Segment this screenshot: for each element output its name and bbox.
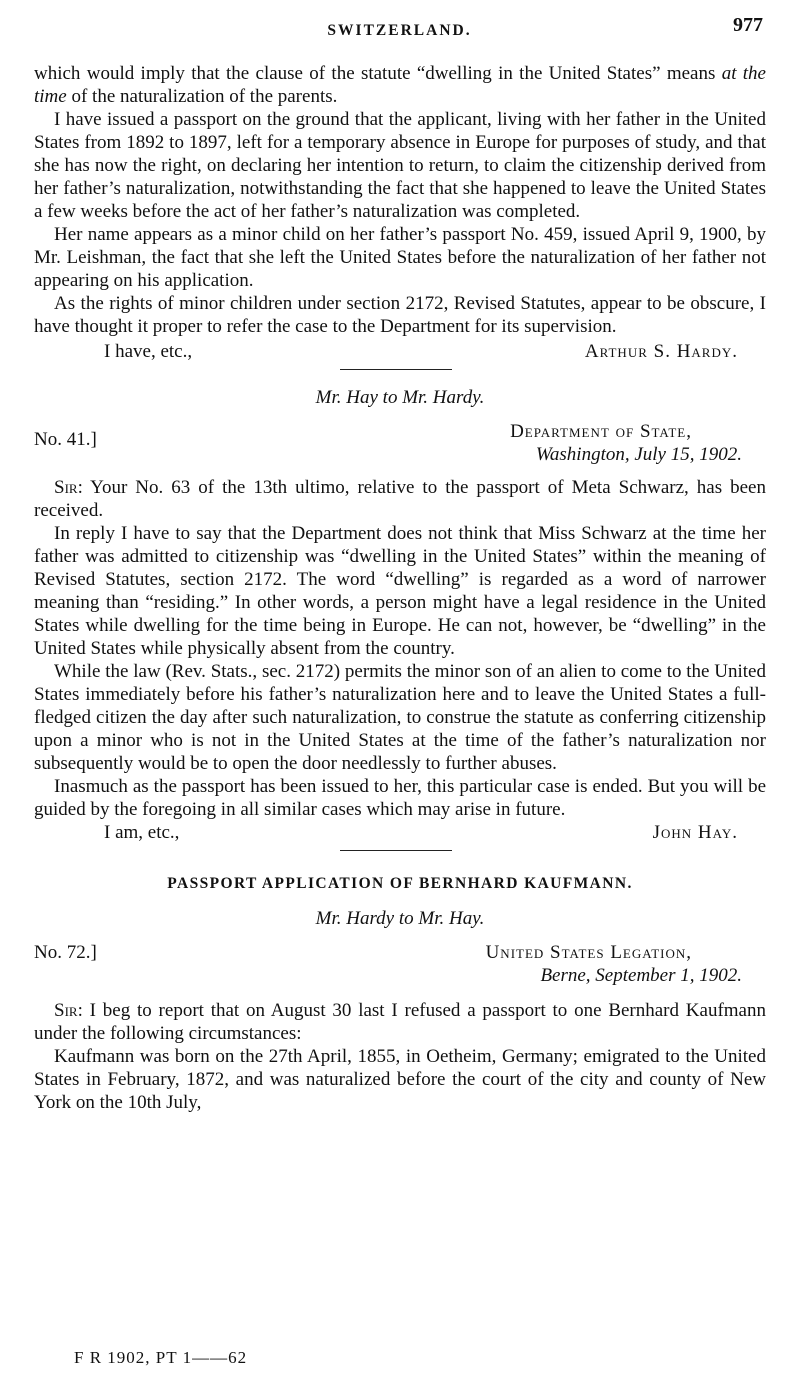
letter2-dispatch-line — [34, 420, 766, 466]
section-dispatch-line — [34, 941, 766, 987]
section-paragraph-1-text: I beg to report that on August 30 last I refused a passport to one Bernhard Kaufmann under the following circumstances: — [34, 1000, 766, 1044]
letter1-paragraph-4: As the rights of minor children under section 2172, Revised Statutes, appear to be obscure, I have thought it proper to refer the case to the Department for its supervision. — [34, 293, 766, 337]
letter2-number: No. 41.] — [34, 429, 97, 450]
section-paragraph-1 — [34, 999, 766, 1045]
letter1-signature: Arthur S. Hardy. — [584, 341, 738, 362]
page-body — [34, 62, 766, 1114]
section-letter-heading: Mr. Hardy to Mr. Hay. — [315, 908, 485, 929]
letter1-paragraph-1 — [34, 62, 766, 108]
letter2-paragraph-1-text: Your No. 63 of the 13th ultimo, relative to the passport of Meta Schwarz, has been received. — [34, 477, 766, 521]
running-head: SWITZERLAND. — [327, 22, 472, 39]
letter1-signoff — [34, 340, 766, 363]
letter2-sender-department: Department of State, — [510, 421, 692, 442]
section-salutation: Sir: — [54, 1000, 83, 1021]
signature-mark: F R 1902, PT 1——62 — [74, 1348, 248, 1367]
section-divider-rule — [340, 369, 452, 370]
section-sender-block — [486, 941, 766, 987]
letter1-paragraph-3: Her name appears as a minor child on her father’s passport No. 459, issued April 9, 1900, by Mr. Leishman, the fact that she left the United States before the naturalization of her father not appearing on his application. — [34, 224, 766, 291]
letter1-paragraph-2: I have issued a passport on the ground that the applicant, living with her father in the United States from 1892 to 1897, left for a temporary absence in Europe for purposes of study, and that she has now the right, on declaring her intention to return, to claim the citizenship derived from her father’s naturalization, notwithstanding the fact that she happened to leave the United States a few weeks before the act of her father’s naturalization was completed. — [34, 109, 766, 222]
letter1-paragraph-1-text-end: of the naturalization of the parents. — [66, 86, 338, 107]
section-divider-rule-2 — [340, 850, 452, 851]
letter1-paragraph-1-emphasis: at the time — [34, 63, 766, 107]
letter2-salutation: Sir: — [54, 477, 83, 498]
letter2-closing: I am, etc., — [104, 822, 180, 843]
section-sender-legation: United States Legation, — [485, 942, 692, 963]
page-header — [32, 12, 767, 52]
section-letter-number: No. 72.] — [34, 942, 97, 963]
letter1-paragraph-1-text: which would imply that the clause of the statute “dwelling in the United States” means — [34, 63, 722, 84]
page-number: 977 — [733, 14, 763, 36]
letter2-paragraph-1 — [34, 476, 766, 522]
letter2-signoff — [34, 821, 766, 844]
section-title: PASSPORT APPLICATION OF BERNHARD KAUFMANN. — [167, 875, 633, 892]
letter2-sender-block — [510, 420, 766, 466]
letter2-sender-place-date: Washington, July 15, 1902. — [535, 444, 742, 465]
letter2-signature: John Hay. — [652, 822, 738, 843]
letter2-heading: Mr. Hay to Mr. Hardy. — [315, 387, 485, 408]
letter2-paragraph-3: While the law (Rev. Stats., sec. 2172) permits the minor son of an alien to come to the United States immediately before his father’s naturalization here and to leave the United States a full-fledged citizen the day after such naturalization, to construe the statute as conferring citizenship upon a minor who is not in the United States at the time of the father’s naturalization nor subsequently would be to open the door needlessly to further abuses. — [34, 661, 766, 774]
letter2-paragraph-2: In reply I have to say that the Department does not think that Miss Schwarz at the time her father was admitted to citizenship was “dwelling in the United States” within the meaning of Revised Statutes, section 2172. The word “dwelling” is regarded as a word of narrower meaning than “residing.” In other words, a person might have a legal residence in the United States while dwelling for the time being in Europe. He can not, however, be “dwelling” in the United States while physically absent from the country. — [34, 523, 766, 659]
letter2-paragraph-4: Inasmuch as the passport has been issued to her, this particular case is ended. But you will be guided by the foregoing in all similar cases which may arise in future. — [34, 776, 766, 820]
section-sender-place-date: Berne, September 1, 1902. — [540, 965, 742, 986]
letter1-closing: I have, etc., — [104, 341, 193, 362]
section-paragraph-2: Kaufmann was born on the 27th April, 1855, in Oetheim, Germany; emigrated to the United States in February, 1872, and was naturalized before the court of the city and county of New York on the 10th July, — [34, 1046, 766, 1113]
